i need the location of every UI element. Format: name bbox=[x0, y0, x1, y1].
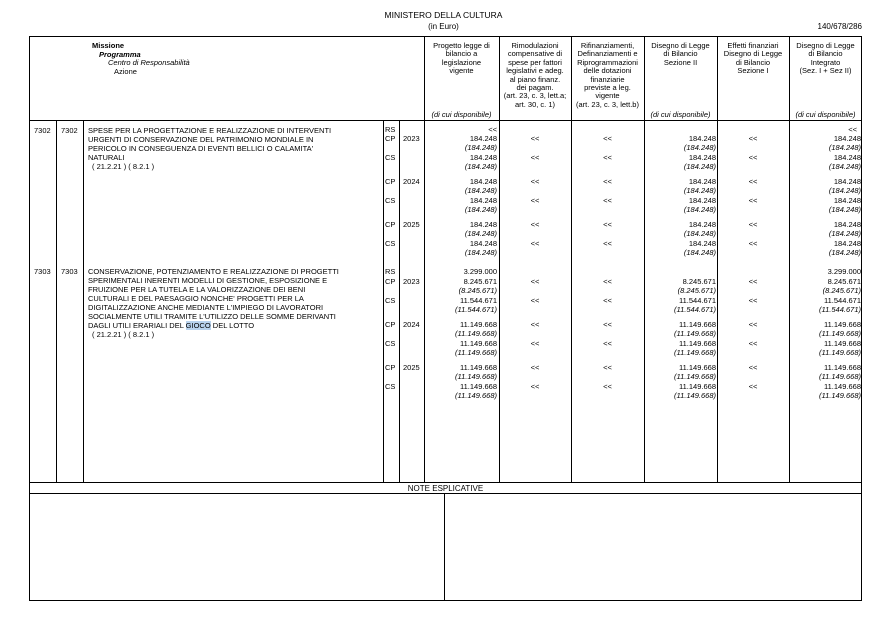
nil-marker: << bbox=[530, 153, 540, 162]
cs-value: 184.248 bbox=[833, 239, 861, 248]
cs-dispo: (11.149.668) bbox=[674, 348, 716, 357]
cs-value: 11.544.671 bbox=[460, 296, 497, 305]
nil-marker: << bbox=[603, 239, 612, 248]
cp-value: 11.149.668 bbox=[824, 320, 861, 329]
cs-value: 11.149.668 bbox=[460, 339, 497, 348]
cp-dispo: (184.248) bbox=[464, 143, 497, 152]
nil-marker: << bbox=[603, 363, 612, 372]
cs-value: 11.149.668 bbox=[460, 382, 497, 391]
col-divider bbox=[424, 36, 425, 482]
rs-value: << bbox=[488, 125, 497, 134]
col-header-integrato: Disegno di Legge di Bilancio Integrato (Sez. I + Sez II) bbox=[796, 41, 855, 76]
cs-dispo: (11.544.671) bbox=[674, 305, 716, 314]
nil-marker: << bbox=[530, 220, 540, 229]
rs-label: RS bbox=[385, 267, 396, 276]
cs-value: 184.248 bbox=[833, 196, 861, 205]
cp-dispo: (184.248) bbox=[464, 186, 497, 195]
cs-dispo: (184.248) bbox=[683, 248, 716, 257]
cp-dispo: (8.245.671) bbox=[677, 286, 716, 295]
nil-marker: << bbox=[748, 382, 758, 391]
nil-marker: << bbox=[603, 382, 612, 391]
nil-marker: << bbox=[603, 220, 612, 229]
nil-marker: << bbox=[603, 153, 612, 162]
cs-dispo: (11.149.668) bbox=[455, 348, 497, 357]
nil-marker: << bbox=[748, 320, 758, 329]
nil-marker: << bbox=[748, 239, 758, 248]
cp-dispo: (184.248) bbox=[828, 186, 861, 195]
nil-marker: << bbox=[603, 339, 612, 348]
search-highlight: GIOCO bbox=[185, 321, 211, 330]
cs-dispo: (11.149.668) bbox=[674, 391, 716, 400]
cp-dispo: (11.149.668) bbox=[674, 372, 716, 381]
cp-dispo: (184.248) bbox=[828, 143, 861, 152]
year-label: 2025 bbox=[403, 363, 420, 372]
nil-marker: << bbox=[603, 196, 612, 205]
cs-dispo: (184.248) bbox=[464, 205, 497, 214]
cs-label: CS bbox=[385, 196, 396, 205]
nil-marker: << bbox=[748, 220, 758, 229]
nil-marker: << bbox=[530, 382, 540, 391]
cp-value: 184.248 bbox=[469, 177, 497, 186]
notes-title: NOTE ESPLICATIVE bbox=[407, 484, 484, 493]
cp-value: 8.245.671 bbox=[463, 277, 497, 286]
cp-dispo: (11.149.668) bbox=[674, 329, 716, 338]
nil-marker: << bbox=[748, 196, 758, 205]
cs-value: 11.544.671 bbox=[679, 296, 716, 305]
nil-marker: << bbox=[748, 363, 758, 372]
currency-note: (in Euro) bbox=[428, 22, 459, 31]
cs-dispo: (11.149.668) bbox=[819, 391, 861, 400]
chapter-code: 7302 bbox=[34, 126, 51, 135]
col-header-legislazione-vigente: Progetto legge di bilancio a legislazione vigente bbox=[433, 41, 490, 76]
cp-value: 8.245.671 bbox=[682, 277, 716, 286]
ministry-title: MINISTERO DELLA CULTURA bbox=[384, 10, 503, 20]
cs-label: CS bbox=[385, 296, 396, 305]
cp-value: 11.149.668 bbox=[679, 363, 716, 372]
cs-dispo: (11.544.671) bbox=[455, 305, 497, 314]
cp-value: 11.149.668 bbox=[824, 363, 861, 372]
cs-label: CS bbox=[385, 339, 396, 348]
nil-marker: << bbox=[530, 196, 540, 205]
cp-label: CP bbox=[385, 134, 396, 143]
row-description: CONSERVAZIONE, POTENZIAMENTO E REALIZZAZIONE DI PROGETTI SPERIMENTALI INERENTI MODELLI DI GESTIONE, ESPOSIZIONE E FRUIZIONE PER LA TUTELA E LA VALORIZZAZIONE DEI BENI CULTURALI E DEL PAESAGGIO NONCHE' PROGETTI PER LA DIGITALIZZAZIONE ANCHE MEDIANTE L'IMPIEGO DI LAVORATORI SOCIALMENTE UTILI TRAMITE L'UTILIZZO DELLE SOMME DERIVANTI DAGLI UTILI ERARIALI DEL GIOCO DEL LOTTO ( 21.2.21 ) ( 8.2.1 ) bbox=[88, 267, 339, 339]
cp-value: 184.248 bbox=[688, 177, 716, 186]
nil-marker: << bbox=[748, 339, 758, 348]
cp-value: 184.248 bbox=[469, 134, 497, 143]
mission-label: Missione bbox=[92, 41, 125, 50]
cp-label: CP bbox=[385, 277, 396, 286]
notes-divider bbox=[444, 493, 445, 601]
action-label: Azione bbox=[114, 66, 137, 76]
hierarchy-header bbox=[92, 42, 190, 76]
notes-title-line bbox=[29, 493, 862, 494]
cs-dispo: (184.248) bbox=[683, 205, 716, 214]
cs-value: 184.248 bbox=[469, 239, 497, 248]
rs-value: 3.299.000 bbox=[463, 267, 497, 276]
article-code: 7302 bbox=[61, 126, 78, 135]
nil-marker: << bbox=[748, 277, 758, 286]
cs-value: 184.248 bbox=[833, 153, 861, 162]
nil-marker: << bbox=[530, 320, 540, 329]
cs-value: 184.248 bbox=[469, 153, 497, 162]
cp-value: 184.248 bbox=[469, 220, 497, 229]
cs-dispo: (11.544.671) bbox=[819, 305, 861, 314]
cs-value: 11.149.668 bbox=[679, 382, 716, 391]
rs-value: << bbox=[848, 125, 857, 134]
cs-dispo: (184.248) bbox=[828, 162, 861, 171]
cp-value: 184.248 bbox=[833, 134, 861, 143]
year-label: 2023 bbox=[403, 277, 420, 286]
cs-dispo: (184.248) bbox=[683, 162, 716, 171]
nil-marker: << bbox=[530, 177, 540, 186]
cp-dispo: (11.149.668) bbox=[455, 372, 497, 381]
chapter-code: 7303 bbox=[34, 267, 51, 276]
center-label: Centro di Responsabilità bbox=[108, 58, 190, 68]
cp-value: 11.149.668 bbox=[679, 320, 716, 329]
cp-value: 184.248 bbox=[688, 220, 716, 229]
col-divider bbox=[383, 120, 384, 482]
cp-dispo: (11.149.668) bbox=[455, 329, 497, 338]
nil-marker: << bbox=[603, 320, 612, 329]
cp-dispo: (184.248) bbox=[464, 229, 497, 238]
nil-marker: << bbox=[748, 134, 758, 143]
cs-value: 11.149.668 bbox=[824, 382, 861, 391]
year-label: 2024 bbox=[403, 177, 420, 186]
nil-marker: << bbox=[603, 296, 612, 305]
col-divider bbox=[83, 120, 84, 482]
col-header-sezione-i: Effetti finanziari Disegno di Legge di Bilancio Sezione I bbox=[723, 41, 783, 76]
nil-marker: << bbox=[530, 339, 540, 348]
cp-value: 11.149.668 bbox=[460, 320, 497, 329]
cs-label: CS bbox=[385, 382, 396, 391]
col-divider bbox=[399, 120, 400, 482]
cs-dispo: (184.248) bbox=[464, 162, 497, 171]
nil-marker: << bbox=[530, 363, 540, 372]
col-divider bbox=[644, 36, 645, 482]
year-label: 2024 bbox=[403, 320, 420, 329]
cp-label: CP bbox=[385, 177, 396, 186]
cp-dispo: (8.245.671) bbox=[458, 286, 497, 295]
nil-marker: << bbox=[603, 277, 612, 286]
cs-dispo: (184.248) bbox=[828, 205, 861, 214]
cs-value: 184.248 bbox=[469, 196, 497, 205]
cs-dispo: (184.248) bbox=[464, 248, 497, 257]
col-divider bbox=[789, 36, 790, 482]
cp-dispo: (184.248) bbox=[828, 229, 861, 238]
nil-marker: << bbox=[530, 239, 540, 248]
rs-value: 3.299.000 bbox=[827, 267, 861, 276]
cs-dispo: (11.149.668) bbox=[819, 348, 861, 357]
cp-dispo: (184.248) bbox=[683, 143, 716, 152]
col-header-rifinanziamenti: Rifinanziamenti, Definanziamenti e Riprogrammazioni delle dotazioni finanziarie previste a leg. vigente (art. 23, c. 3, lett.b) bbox=[576, 41, 639, 109]
cs-value: 184.248 bbox=[688, 196, 716, 205]
cp-value: 11.149.668 bbox=[460, 363, 497, 372]
cs-value: 11.149.668 bbox=[824, 339, 861, 348]
cs-label: CS bbox=[385, 239, 396, 248]
rs-label: RS bbox=[385, 125, 396, 134]
nil-marker: << bbox=[748, 177, 758, 186]
cp-label: CP bbox=[385, 220, 396, 229]
cp-dispo: (11.149.668) bbox=[819, 372, 861, 381]
dispo-label: (di cui disponibile) bbox=[431, 110, 492, 119]
program-label: Programma bbox=[99, 49, 141, 59]
year-label: 2023 bbox=[403, 134, 420, 143]
nil-marker: << bbox=[530, 134, 540, 143]
cs-dispo: (184.248) bbox=[828, 248, 861, 257]
cp-label: CP bbox=[385, 320, 396, 329]
col-divider bbox=[56, 120, 57, 482]
page-code: 140/678/286 bbox=[817, 22, 862, 31]
dispo-label: (di cui disponibile) bbox=[650, 110, 711, 119]
cp-dispo: (184.248) bbox=[683, 186, 716, 195]
cp-dispo: (11.149.668) bbox=[819, 329, 861, 338]
row-description: SPESE PER LA PROGETTAZIONE E REALIZZAZIONE DI INTERVENTI URGENTI DI CONSERVAZIONE DEL PATRIMONIO MONDIALE IN PERICOLO IN CONSEGUENZA DI EVENTI BELLICI O CALAMITA' NATURALI ( 21.2.21 ) ( 8.2.1 ) bbox=[88, 126, 332, 171]
nil-marker: << bbox=[530, 277, 540, 286]
header-bottom-line bbox=[29, 120, 862, 121]
nil-marker: << bbox=[748, 153, 758, 162]
dispo-label: (di cui disponibile) bbox=[795, 110, 856, 119]
cp-value: 184.248 bbox=[833, 177, 861, 186]
cp-dispo: (184.248) bbox=[683, 229, 716, 238]
cp-value: 184.248 bbox=[688, 134, 716, 143]
nil-marker: << bbox=[530, 296, 540, 305]
col-header-sezione-ii: Disegno di Legge di Bilancio Sezione II bbox=[651, 41, 710, 67]
cp-value: 184.248 bbox=[833, 220, 861, 229]
cs-label: CS bbox=[385, 153, 396, 162]
year-label: 2025 bbox=[403, 220, 420, 229]
col-header-rimodulazioni: Rimodulazioni compensative di spese per fattori legislativi e adeg. al piano finanz. dei pagam. (art. 23, c. 3, lett.a; art. 30, c. 1) bbox=[503, 41, 567, 109]
col-divider bbox=[717, 36, 718, 482]
cp-label: CP bbox=[385, 363, 396, 372]
nil-marker: << bbox=[603, 134, 612, 143]
cs-value: 11.149.668 bbox=[679, 339, 716, 348]
cs-value: 184.248 bbox=[688, 239, 716, 248]
table-bottom-line bbox=[29, 482, 862, 483]
article-code: 7303 bbox=[61, 267, 78, 276]
nil-marker: << bbox=[603, 177, 612, 186]
cs-value: 184.248 bbox=[688, 153, 716, 162]
nil-marker: << bbox=[748, 296, 758, 305]
cp-dispo: (8.245.671) bbox=[822, 286, 861, 295]
cs-value: 11.544.671 bbox=[824, 296, 861, 305]
cs-dispo: (11.149.668) bbox=[455, 391, 497, 400]
cp-value: 8.245.671 bbox=[827, 277, 861, 286]
